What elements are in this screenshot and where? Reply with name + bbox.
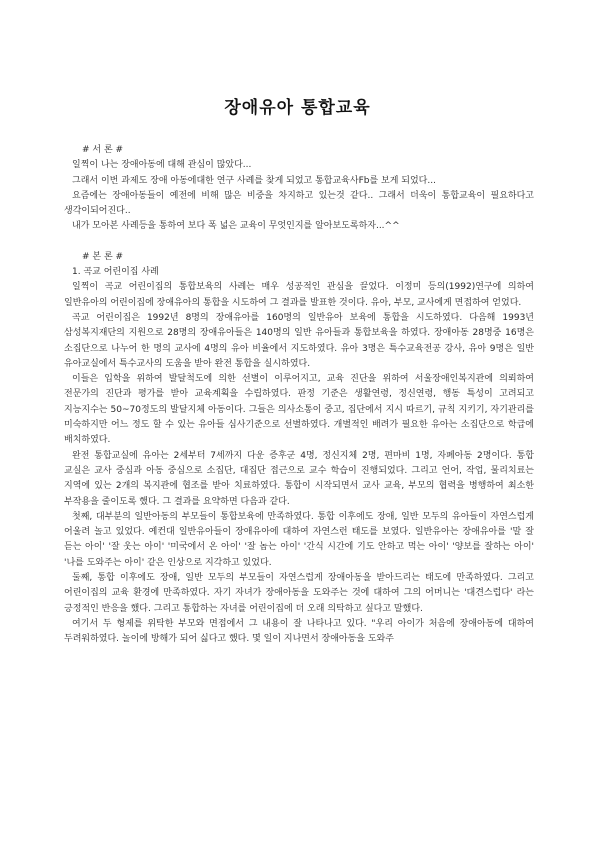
intro-heading: # 서 론 #	[82, 145, 124, 155]
intro-paragraph: 내가 모아본 사례등을 통하여 보다 폭 넓은 교육이 무엇인지를 알아보도록하자...^^	[72, 221, 400, 232]
body-paragraph: 이들은 입학을 위하여 발달척도에 의한 선별이 이루어지고, 교육 진단을 위하여 서울장애인복지관에 의뢰하여 전문가의 진단과 평가를 받아 교육계획을 수립하였다. 판정 기준은 생활연령, 정신연령, 행동 특성이 고려되고 지능지수는 50~70정도의 발달지체 아동이다. 그들은 의사소통이 중고, 집단에서 지시 따르기, 규칙 지키기, 자기관리를 미숙하지만 어느 정도 할 수 있는 유아들 심사기준으로 선별하였다. 개별적인 배려가 필요한 유아는 소집단으로 학급에 배치하였다.	[64, 374, 534, 446]
section-title: 1. 곡교 어린이집 사례	[72, 267, 159, 278]
body-paragraph: 여기서 두 형제를 위탁한 부모와 면접에서 그 내용이 잘 나타나고 있다. "우리 아이가 처음에 장애아동에 대하여 두려워하였다. 놀이에 방해가 되어 싫다고 했다. 몇 일이 지나면서 장애아동을 도와주	[64, 618, 534, 645]
body-paragraph: 일찍이 곡교 어린이집의 통합보육의 사례는 매우 성공적인 관심을 끌었다. 이정미 등의(1992)연구에 의하여 일반유아의 어린이집에 장애유아의 통합을 시도하여 그 결과를 발표한 것이다. 유아, 부모, 교사에게 면접하여 얻었다.	[64, 282, 534, 308]
main-heading: # 본 론 #	[82, 251, 124, 262]
body-paragraph: 둘째, 통합 이후에도 장애, 일반 모두의 부모들이 자연스럽게 장애아동을 받아드리는 태도에 만족하였다. 그리고 어린이집의 교육 환경에 만족하였다. 자기 자녀가 장애아동을 도와주는 것에 대하여 그의 어머니는 '대견스럽다' 라는 긍정적인 반응을 했다. 그리고 통합하는 자녀를 어린이집에 더 오래 의탁하고 싶다고 말했다.	[64, 573, 534, 614]
intro-paragraph: 그래서 이번 과제도 장애 아동에대한 연구 사례를 찾게 되었고 통합교육사Fb를 보게 되었다...	[72, 175, 436, 186]
intro-paragraph: 일찍이 나는 장애아동에 대해 관심이 많았다...	[72, 160, 252, 171]
body-paragraph: 완전 통합교실에 유아는 2세부터 7세까지 다운 증후군 4명, 정신지체 2명, 편마비 1명, 자폐아동 2명이다. 통합 교실은 교사 중심과 아동 중심으로 소집단, 대집단 접근으로 교수 학습이 진행되었다. 그리고 언어, 작업, 물리치료는 지역에 있는 2개의 복지관에 협조를 받아 치료하였다. 통합이 시작되면서 교사 교육, 부모의 협력을 병행하여 최소한 부작용을 줄이도록 했다. 그 결과를 요약하면 다음과 같다.	[64, 450, 534, 507]
section-spacer	[64, 235, 534, 250]
document-title: 장애유아 통합교육	[224, 98, 371, 118]
intro-paragraph: 요즘에는 장애아동들이 예전에 비해 많은 비중을 차지하고 있는것 같다.. 그래서 더욱이 통합교육이 필요하다고 생각이되어진다..	[64, 190, 534, 217]
body-paragraph: 첫째, 대부분의 일반아동의 부모들이 통합보육에 만족하였다. 통합 이후에도 장애, 일반 모두의 유아들이 자연스럽게 어울려 놀고 있었다. 예컨대 일반유아들이 장애유아에 대하여 자연스런 태도를 보였다. 일반유아는 장애유아를 '말 잘 듣는 아이' '잘 웃는 아이' '미국에서 온 아이' '잘 놉는 아이' '간식 시간에 기도 안하고 먹는 아이' '양보를 잘하는 아이' '나를 도와주는 아이' 같은 인상으로 지각하고 있었다.	[64, 511, 534, 568]
document-body	[64, 143, 534, 648]
body-paragraph: 곡교 어린이집은 1992년 8명의 장애유아를 160명의 일반유아 보육에 통합을 시도하였다. 다음해 1993년 삼성복지재단의 지원으로 28명의 장애유아들은 140명의 일반 유아들과 통합보육을 하였다. 장애아동 28명중 16명은 소집단으로 나누어 한 명의 교사에 4명의 유아 비율에서 지도하였다. 유아 3명은 특수교육전공 강사, 유아 9명은 일반 유아교실에서 특수교사의 도움을 받아 완전 통합을 실시하였다.	[64, 312, 534, 369]
